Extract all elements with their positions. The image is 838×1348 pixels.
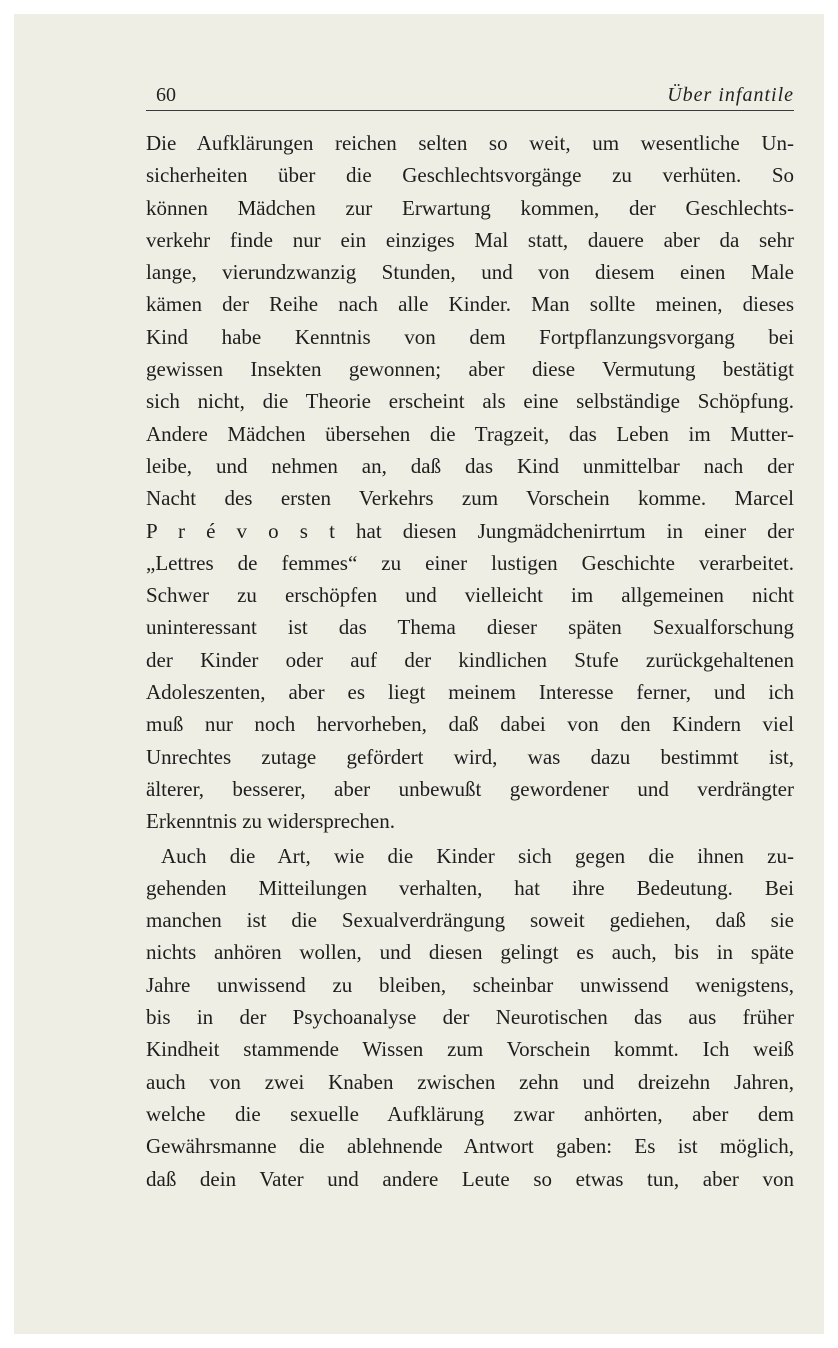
text-line: können Mädchen zur Erwartung kommen, der Geschlechts- — [146, 195, 794, 220]
text-line: manchen ist die Sexualverdrängung soweit gediehen, daß sie — [146, 908, 794, 933]
paragraph-1 — [146, 127, 794, 838]
text-line: Auch die Art, wie die Kinder sich gegen die ihnen zu- — [161, 843, 794, 868]
text-line: welche die sexuelle Aufklärung zwar anhörten, aber dem — [146, 1101, 794, 1126]
text-line: lange, vierundzwanzig Stunden, und von diesem einen Male — [146, 260, 794, 285]
running-title: Über infantile — [667, 84, 794, 106]
text-line: Andere Mädchen übersehen die Tragzeit, das Leben im Mutter- — [146, 421, 794, 446]
paragraph-2 — [146, 840, 794, 1195]
text-line: der Kinder oder auf der kindlichen Stufe zurückgehaltenen — [146, 647, 794, 672]
text-line: gewissen Insekten gewonnen; aber diese Vermutung bestätigt — [146, 357, 794, 382]
page-header — [146, 80, 794, 111]
book-page — [14, 14, 824, 1334]
text-line: Kind habe Kenntnis von dem Fortpflanzungsvorgang bei — [146, 324, 794, 349]
text-line: Unrechtes zutage gefördert wird, was dazu bestimmt ist, — [146, 744, 794, 769]
text-line: Schwer zu erschöpfen und vielleicht im allgemeinen nicht — [146, 583, 794, 608]
text-line: älterer, besserer, aber unbewußt gewordener und verdrängter — [146, 776, 794, 801]
text-line: daß dein Vater und andere Leute so etwas tun, aber von — [146, 1166, 794, 1191]
text-line: bis in der Psychoanalyse der Neurotischen das aus früher — [146, 1005, 794, 1030]
text-line: verkehr finde nur ein einziges Mal statt, dauere aber da sehr — [146, 227, 794, 252]
text-line: uninteressant ist das Thema dieser späten Sexualforschung — [146, 615, 794, 640]
text-line: Adoleszenten, aber es liegt meinem Interesse ferner, und ich — [146, 680, 794, 705]
page-body — [146, 127, 794, 1195]
text-line: auch von zwei Knaben zwischen zehn und dreizehn Jahren, — [146, 1069, 794, 1094]
text-line: Erkenntnis zu widersprechen. — [146, 809, 395, 834]
text-line: Jahre unwissend zu bleiben, scheinbar unwissend wenigstens, — [146, 972, 794, 997]
text-line: P r é v o s t hat diesen Jungmädchenirrtum in einer der — [146, 518, 794, 543]
text-line: „Lettres de femmes“ zu einer lustigen Geschichte verarbeitet. — [146, 550, 794, 575]
text-line: sicherheiten über die Geschlechtsvorgänge zu verhüten. So — [146, 163, 794, 188]
text-line: Die Aufklärungen reichen selten so weit, um wesentliche Un- — [146, 131, 794, 155]
text-line: Nacht des ersten Verkehrs zum Vorschein komme. Marcel — [146, 486, 794, 511]
page-number: 60 — [156, 84, 176, 106]
text-line: sich nicht, die Theorie erscheint als eine selbständige Schöpfung. — [146, 389, 794, 414]
text-line: Gewährsmanne die ablehnende Antwort gaben: Es ist möglich, — [146, 1134, 794, 1159]
text-line: nichts anhören wollen, und diesen gelingt es auch, bis in späte — [146, 940, 794, 965]
text-line: gehenden Mitteilungen verhalten, hat ihre Bedeutung. Bei — [146, 875, 794, 900]
text-line: kämen der Reihe nach alle Kinder. Man sollte meinen, dieses — [146, 292, 794, 317]
text-line: leibe, und nehmen an, daß das Kind unmittelbar nach der — [146, 453, 794, 478]
text-line: Kindheit stammende Wissen zum Vorschein kommt. Ich weiß — [146, 1037, 794, 1062]
text-line: muß nur noch hervorheben, daß dabei von den Kindern viel — [146, 712, 794, 737]
